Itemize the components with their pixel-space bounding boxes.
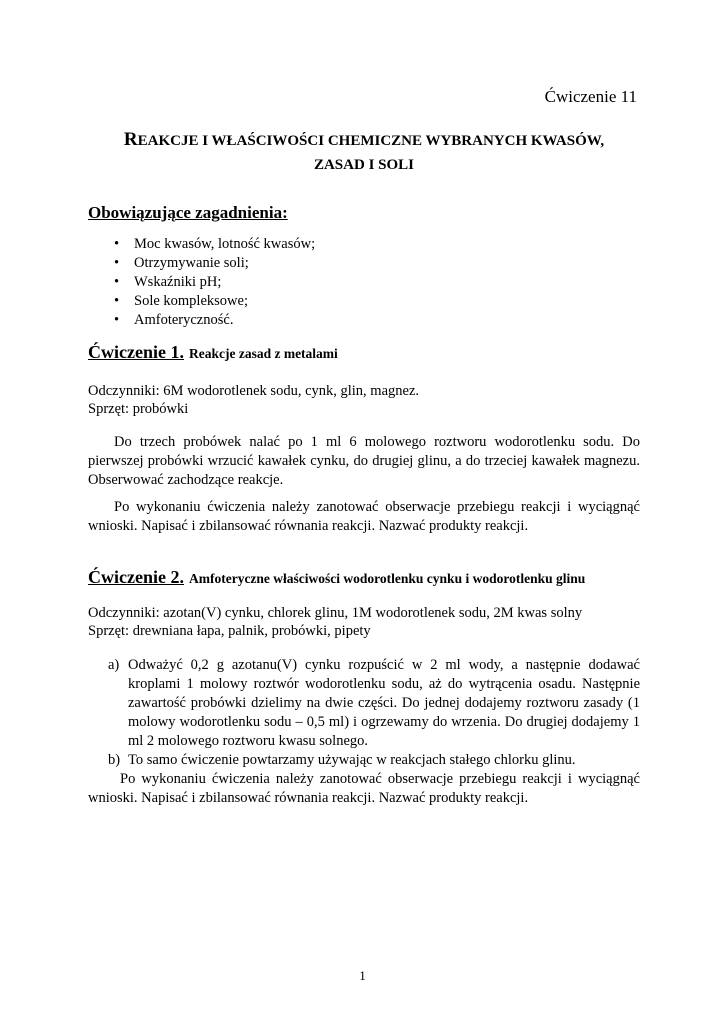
title-line-2: ZASAD I SOLI [313, 157, 415, 173]
title-line-1 [88, 128, 640, 153]
list-item: • Moc kwasów, lotność kwasów; [114, 235, 315, 254]
exercise-1-paragraph-2: Po wykonaniu ćwiczenia należy zanotować obserwacje przebiegu reakcji i wyciągnąć wnioski. Napisać i zbilansować równania reakcji. Nazwać produkty reakcji. [88, 499, 640, 534]
list-item: • Otrzymywanie soli; [114, 254, 315, 273]
step-marker: b) [108, 752, 121, 768]
step-marker: a) [108, 657, 120, 673]
title-initial-cap: R [123, 129, 138, 150]
exercise-1-subtitle: Reakcje zasad z metalami [188, 346, 338, 361]
step-text: To samo ćwiczenie powtarzamy używając w reakcjach stałego chlorku glinu. [128, 752, 576, 768]
exercise-2-number: Ćwiczenie 2. [88, 567, 184, 587]
exercise-label: Ćwiczenie 11 [544, 87, 637, 106]
exercise-2-equipment: Sprzęt: drewniana łapa, palnik, probówki, pipety [88, 623, 371, 639]
list-item [108, 751, 640, 770]
exercise-2-steps [108, 656, 640, 770]
topics-heading: Obowiązujące zagadnienia: [88, 203, 288, 222]
exercise-1-reagents: Odczynniki: 6M wodorotlenek sodu, cynk, glin, magnez. [88, 383, 420, 399]
page-number: 1 [359, 968, 366, 983]
exercise-1-paragraph-1: Do trzech probówek nalać po 1 ml 6 molowego roztworu wodorotlenku sodu. Do pierwszej probówki wrzucić kawałek cynku, do drugiej glinu, a do trzeciej kawałek magnezu. Obserwować zachodzące reakcje. [88, 434, 640, 488]
exercise-2-reagents: Odczynniki: azotan(V) cynku, chlorek glinu, 1M wodorotlenek sodu, 2M kwas solny [88, 605, 583, 621]
step-text: Odważyć 0,2 g azotanu(V) cynku rozpuścić w 2 ml wody, a następnie dodawać kroplami 1 molowy roztwór wodorotlenku sodu, aż do wytrącenia osadu. Następnie zawartość probówki dzielimy na dwie części. Do jednej dodajemy roztworu zasady (1 molowy wodorotlenku sodu – 0,5 ml) i ogrzewamy do wrzenia. Do drugiej dodajemy 1 ml 2 molowego roztworu kwasu solnego. [128, 657, 640, 749]
topics-list [114, 235, 315, 330]
list-item [108, 656, 640, 751]
exercise-1-number: Ćwiczenie 1. [88, 342, 184, 362]
exercise-2-subtitle: Amfoteryczne właściwości wodorotlenku cynku i wodorotlenku glinu [188, 571, 586, 586]
document-title [88, 128, 640, 177]
list-item: • Wskaźniki pH; [114, 273, 315, 292]
exercise-2-heading [88, 567, 585, 588]
list-item: • Sole kompleksowe; [114, 292, 315, 311]
exercise-1-equipment: Sprzęt: probówki [88, 401, 189, 417]
list-item: • Amfoteryczność. [114, 311, 315, 330]
title-line-1-rest: EAKCJE I WŁAŚCIWOŚCI CHEMICZNE WYBRANYCH KWASÓW, [137, 133, 605, 149]
exercise-1-heading [88, 342, 338, 363]
exercise-2-paragraph: Po wykonaniu ćwiczenia należy zanotować obserwacje przebiegu reakcji i wyciągnąć wnioski. Napisać i zbilansować równania reakcji. Nazwać produkty reakcji. [88, 771, 640, 806]
